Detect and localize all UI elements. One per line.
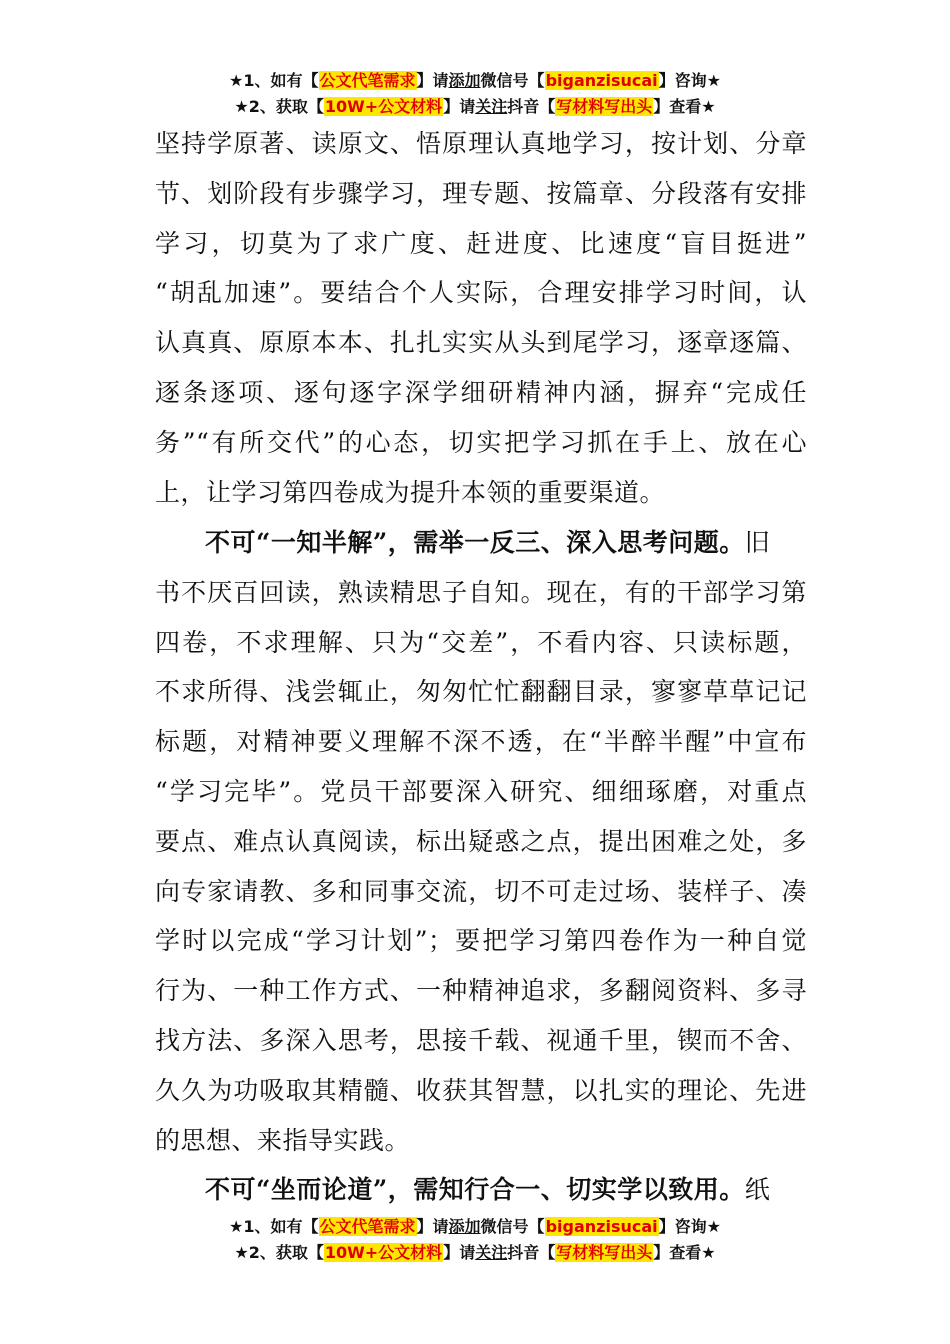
- promo-line-1: [0, 1214, 950, 1240]
- paragraph-line: 书不厌百回读，熟读精思子自知。现在，有的干部学习第: [155, 577, 807, 607]
- paragraph-line: 的思想、来指导实践。: [155, 1125, 411, 1155]
- paragraph-line: 向专家请教、多和同事交流，切不可走过场、装样子、凑: [155, 876, 807, 906]
- paragraph-line: 节、划阶段有步骤学习，理专题、按篇章、分段落有安排: [155, 178, 807, 208]
- promo-1-underlined: 添加: [448, 71, 481, 90]
- promo-2-mid2: 抖音【: [507, 97, 556, 116]
- paragraph-line: 找方法、多深入思考，思接千载、视通千里，锲而不舍、: [155, 1025, 807, 1055]
- promo-1-highlight-service: 公文代笔需求: [319, 1217, 416, 1236]
- promo-1-prefix: ★1、如有【: [229, 1217, 319, 1236]
- paragraph-line: 务”“有所交代”的心态，切实把学习抓在手上、放在心: [155, 427, 807, 457]
- paragraph-first-line: [155, 518, 807, 568]
- paragraph-line: 学习，切莫为了求广度、赶进度、比速度“盲目挺进”: [155, 228, 807, 258]
- paragraph-line: 要点、难点认真阅读，标出疑惑之点，提出困难之处，多: [155, 826, 807, 856]
- paragraph-line: 学时以完成“学习计划”；要把学习第四卷作为一种自觉: [155, 926, 807, 956]
- promo-line-2: [0, 1240, 950, 1266]
- paragraph-first-rest: 纸: [744, 1175, 771, 1204]
- promo-1-underlined: 添加: [448, 1217, 481, 1236]
- paragraph-line: 认真真、原原本本、扎扎实实从头到尾学习，逐章逐篇、: [155, 328, 807, 358]
- paragraph-line: 久久为功吸取其精髓、收获其智慧，以扎实的理论、先进: [155, 1075, 807, 1105]
- promo-1-highlight-service: 公文代笔需求: [319, 71, 416, 90]
- promo-2-underlined: 关注: [475, 97, 508, 116]
- header-promo-banner: [0, 68, 950, 120]
- promo-1-highlight-wechat: biganzisucai: [545, 1217, 658, 1236]
- paragraph-line: 四卷，不求理解、只为“交差”，不看内容、只读标题，: [155, 627, 807, 657]
- promo-1-mid: 】请: [416, 1217, 449, 1236]
- promo-2-highlight-materials: 10W+公文材料: [324, 1243, 443, 1262]
- promo-2-suffix: 】查看★: [653, 97, 716, 116]
- promo-1-highlight-wechat: biganzisucai: [545, 71, 658, 90]
- paragraph-heading: 不可“坐而论道”，需知行合一、切实学以致用。: [205, 1175, 745, 1204]
- paragraph-3: [155, 1165, 807, 1215]
- paragraph-first-rest: 旧: [744, 528, 771, 557]
- promo-2-highlight-materials: 10W+公文材料: [324, 97, 443, 116]
- paragraph-first-line: [155, 1165, 807, 1215]
- promo-1-suffix: 】咨询★: [658, 1217, 721, 1236]
- promo-1-suffix: 】咨询★: [658, 71, 721, 90]
- paragraph-line: “学习完毕”。党员干部要深入研究、细细琢磨，对重点: [155, 776, 807, 806]
- promo-2-mid: 】请: [443, 1243, 476, 1262]
- promo-line-1: [0, 68, 950, 94]
- promo-2-mid: 】请: [443, 97, 476, 116]
- paragraph-line: 标题，对精神要义理解不深不透，在“半醉半醒”中宣布: [155, 727, 807, 757]
- promo-2-prefix: ★2、获取【: [234, 1243, 324, 1262]
- promo-2-highlight-douyin: 写材料写出头: [556, 1243, 653, 1262]
- promo-2-mid2: 抖音【: [507, 1243, 556, 1262]
- paragraph-line: 行为、一种工作方式、一种精神追求，多翻阅资料、多寻: [155, 976, 807, 1006]
- promo-2-suffix: 】查看★: [653, 1243, 716, 1262]
- paragraph-line: 坚持学原著、读原文、悟原理认真地学习，按计划、分章: [155, 129, 807, 158]
- promo-line-2: [0, 94, 950, 120]
- promo-2-underlined: 关注: [475, 1243, 508, 1262]
- paragraph-2: [155, 518, 807, 1165]
- paragraph-1: [155, 119, 807, 517]
- paragraph-line: 逐条逐项、逐句逐字深学细研精神内涵，摒弃“完成任: [155, 377, 807, 407]
- footer-promo-banner: [0, 1214, 950, 1266]
- paragraph-line: “胡乱加速”。要结合个人实际，合理安排学习时间，认: [155, 278, 807, 308]
- promo-1-mid2: 微信号【: [480, 71, 545, 90]
- promo-2-highlight-douyin: 写材料写出头: [556, 97, 653, 116]
- paragraph-heading: 不可“一知半解”，需举一反三、深入思考问题。: [205, 528, 745, 557]
- promo-1-mid2: 微信号【: [480, 1217, 545, 1236]
- paragraph-line: 上，让学习第四卷成为提升本领的重要渠道。: [155, 477, 666, 507]
- promo-1-mid: 】请: [416, 71, 449, 90]
- paragraph-line: 不求所得、浅尝辄止，匆匆忙忙翻翻目录，寥寥草草记记: [155, 677, 807, 707]
- promo-1-prefix: ★1、如有【: [229, 71, 319, 90]
- promo-2-prefix: ★2、获取【: [234, 97, 324, 116]
